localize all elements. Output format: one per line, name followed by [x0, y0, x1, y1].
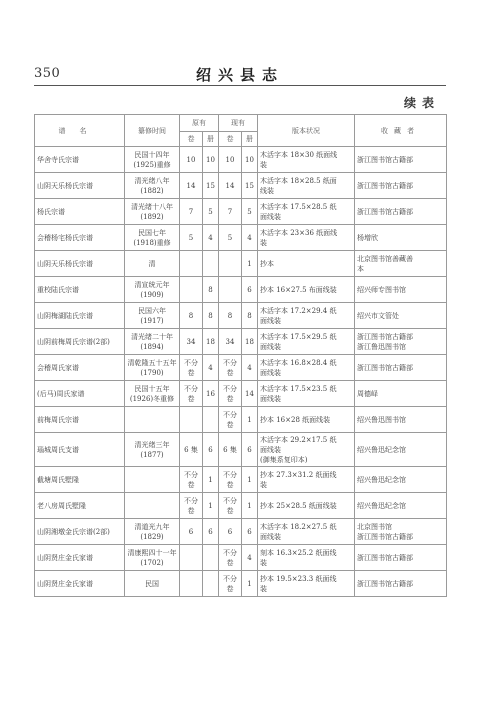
original-juan: 不分卷: [180, 381, 203, 407]
genealogy-name: 杨氏宗谱: [35, 199, 125, 225]
compile-time: [125, 225, 180, 251]
version-status-line: 木活字本 23×36 纸面线: [260, 228, 338, 237]
collector-line: 浙江图书馆古籍部: [357, 553, 413, 562]
compile-time-line: (1925)重修: [133, 160, 171, 169]
version-status-line: 抄本 16×27.5 布面线装: [260, 285, 337, 294]
collector: [355, 199, 447, 225]
page-number: 350: [34, 66, 61, 81]
original-ce: 1: [203, 493, 219, 519]
original-juan: 6 集: [180, 433, 203, 467]
version-status-line: 装: [260, 238, 267, 247]
existing-juan: 不分卷: [219, 407, 242, 433]
genealogy-name: 截塘周氏墅隆: [35, 467, 125, 493]
original-juan: [180, 545, 203, 571]
collector: [355, 173, 447, 199]
version-status: [258, 329, 355, 355]
version-status: [258, 381, 355, 407]
table-row: [35, 303, 447, 329]
table-row: [35, 493, 447, 519]
original-ce: [203, 571, 219, 597]
header-original: 原有: [180, 115, 219, 132]
collector-line: 浙江图书馆古籍部: [357, 579, 413, 588]
genealogy-name: 山阴梅湖陆氏宗谱: [35, 303, 125, 329]
version-status: [258, 199, 355, 225]
version-status: [258, 147, 355, 173]
table-row: [35, 545, 447, 571]
header-version: 版本状况: [258, 115, 355, 147]
original-ce: 10: [203, 147, 219, 173]
version-status: [258, 545, 355, 571]
original-juan: [180, 407, 203, 433]
compile-time: [125, 277, 180, 303]
original-juan: 不分卷: [180, 493, 203, 519]
version-status-line: 木活字本 17.5×28.5 纸: [260, 202, 337, 211]
existing-juan: 8: [219, 303, 242, 329]
original-juan: 不分卷: [180, 467, 203, 493]
existing-ce: 18: [242, 329, 258, 355]
table-row: [35, 199, 447, 225]
version-status: [258, 251, 355, 277]
collector: [355, 251, 447, 277]
header-collector: 收藏者: [355, 115, 447, 147]
existing-ce: 1: [242, 251, 258, 277]
version-status-line: 木活字本 18×28.5 纸面: [260, 176, 337, 185]
original-juan: 34: [180, 329, 203, 355]
version-status: [258, 355, 355, 381]
collector-line: 绍兴师专图书馆: [357, 285, 406, 294]
collector-line: 北京图书馆: [357, 522, 392, 531]
collector: [355, 519, 447, 545]
existing-ce: 1: [242, 493, 258, 519]
version-status-line: 装: [260, 480, 267, 489]
compile-time: [125, 199, 180, 225]
existing-ce: 4: [242, 545, 258, 571]
existing-ce: 10: [242, 147, 258, 173]
existing-ce: 4: [242, 355, 258, 381]
table-row: [35, 277, 447, 303]
collector-line: 绍兴鲁迅纪念馆: [357, 501, 406, 510]
original-ce: 16: [203, 381, 219, 407]
original-juan: [180, 571, 203, 597]
original-ce: 8: [203, 303, 219, 329]
version-status-line: 装: [260, 558, 267, 567]
existing-juan: 14: [219, 173, 242, 199]
original-juan: 8: [180, 303, 203, 329]
header-time: 纂修时间: [125, 115, 180, 147]
compile-time-line: 民国十四年: [134, 150, 170, 159]
compile-time: [125, 251, 180, 277]
compile-time-line: 清乾隆五十五年: [127, 358, 177, 367]
collector-line: 浙江图书馆古籍部: [357, 532, 413, 541]
compile-time-line: 清宣统元年: [134, 280, 170, 289]
version-status: [258, 225, 355, 251]
existing-ce: 8: [242, 303, 258, 329]
collector-line: 浙江图书馆古籍部: [357, 207, 413, 216]
header-original-ce: 册: [203, 132, 219, 147]
original-juan: 10: [180, 147, 203, 173]
version-status-line: 木活字本 17.2×29.4 纸: [260, 306, 337, 315]
original-ce: 15: [203, 173, 219, 199]
existing-ce: 14: [242, 381, 258, 407]
original-ce: 8: [203, 277, 219, 303]
compile-time-line: 清康熙四十一年: [127, 548, 177, 557]
existing-juan: 不分卷: [219, 355, 242, 381]
version-status-line: 抄本 25×28.5 纸面线装: [260, 501, 337, 510]
compile-time-line: 清道光九年: [134, 522, 170, 531]
genealogy-name: 山阴前梅周氏宗谱(2部): [35, 329, 125, 355]
version-status: [258, 433, 355, 467]
version-status: [258, 519, 355, 545]
compile-time-line: 清光绪八年: [134, 176, 170, 185]
compile-time-line: 民国六年: [138, 306, 166, 315]
existing-ce: 6: [242, 433, 258, 467]
existing-ce: 6: [242, 277, 258, 303]
collector: [355, 571, 447, 597]
table-row: [35, 407, 447, 433]
collector: [355, 329, 447, 355]
table-row: [35, 467, 447, 493]
version-status: [258, 571, 355, 597]
version-status-line: 面线装: [260, 368, 281, 377]
genealogy-name: 会稽周氏家谱: [35, 355, 125, 381]
existing-juan: 10: [219, 147, 242, 173]
compile-time: [125, 493, 180, 519]
compile-time-line: (1909): [140, 290, 164, 299]
table-row: [35, 571, 447, 597]
version-status-line: 面线装: [260, 342, 281, 351]
table-row: [35, 251, 447, 277]
version-status-line: 面线装: [260, 212, 281, 221]
collector: [355, 433, 447, 467]
original-juan: 7: [180, 199, 203, 225]
compile-time: [125, 173, 180, 199]
compile-time-line: (1894): [140, 342, 164, 351]
original-juan: 5: [180, 225, 203, 251]
version-status-line: (御集系复印本): [260, 455, 308, 464]
version-status-line: 刻本 16.3×25.2 纸面线: [260, 548, 337, 557]
existing-ce: 1: [242, 407, 258, 433]
genealogy-name: (后马)周氏家谱: [35, 381, 125, 407]
table-row: [35, 173, 447, 199]
version-status-line: 抄本 27.3×31.2 纸面线: [260, 470, 337, 479]
version-status: [258, 277, 355, 303]
compile-time-line: (1882): [140, 186, 164, 195]
original-ce: [203, 545, 219, 571]
existing-juan: 不分卷: [219, 381, 242, 407]
compile-time-line: (1926)冬重修: [129, 394, 175, 403]
version-status-line: 面线装: [260, 394, 281, 403]
collector-line: 绍兴鲁迅纪念馆: [357, 475, 406, 484]
collector-line: 周德峄: [357, 389, 378, 398]
original-juan: 不分卷: [180, 355, 203, 381]
continued-label: 续表: [403, 96, 440, 110]
version-status-line: 抄本 16×28 纸面线装: [260, 415, 331, 424]
version-status-line: 木活字本 16.8×28.4 纸: [260, 358, 337, 367]
compile-time-line: (1918)重修: [133, 238, 171, 247]
table-row: [35, 381, 447, 407]
compile-time: [125, 355, 180, 381]
existing-ce: 4: [242, 225, 258, 251]
genealogy-name: 山阴天乐杨氏宗谱: [35, 251, 125, 277]
genealogy-name: 山阴贤庄金氏家谱: [35, 545, 125, 571]
compile-time-line: (1877): [140, 450, 164, 459]
table-row: [35, 433, 447, 467]
collector-line: 绍兴鲁迅图书馆: [357, 415, 406, 424]
original-ce: [203, 251, 219, 277]
collector-line: 北京图书馆善藏善: [357, 254, 413, 263]
compile-time-line: (1917): [140, 316, 164, 325]
version-status-line: 面线装: [260, 316, 281, 325]
version-status-line: 装: [260, 584, 267, 593]
collector-line: 绍兴鲁迅纪念馆: [357, 445, 406, 454]
version-status-line: 木活字本 29.2×17.5 纸: [260, 435, 337, 444]
collector: [355, 493, 447, 519]
original-ce: 4: [203, 225, 219, 251]
compile-time-line: 清光绪二十年: [131, 332, 173, 341]
table-row: [35, 329, 447, 355]
collector: [355, 225, 447, 251]
genealogy-name: 会稽杨宅杨氏宗谱: [35, 225, 125, 251]
genealogy-name: 山阴贤庄金氏家谱: [35, 571, 125, 597]
genealogy-name: 华舍寺氏宗谱: [35, 147, 125, 173]
compile-time-line: (1790): [140, 368, 164, 377]
compile-time: [125, 329, 180, 355]
original-juan: 14: [180, 173, 203, 199]
existing-ce: 15: [242, 173, 258, 199]
header-existing: 现有: [219, 115, 258, 132]
header-existing-ce: 册: [242, 132, 258, 147]
existing-juan: 不分卷: [219, 545, 242, 571]
original-ce: 18: [203, 329, 219, 355]
existing-juan: [219, 251, 242, 277]
existing-juan: 5: [219, 225, 242, 251]
collector-line: 浙江图书馆古籍部: [357, 363, 413, 372]
existing-ce: 6: [242, 519, 258, 545]
compile-time: [125, 545, 180, 571]
existing-juan: 不分卷: [219, 467, 242, 493]
existing-juan: [219, 277, 242, 303]
genealogy-name: 瑙城周氏支谱: [35, 433, 125, 467]
existing-juan: 不分卷: [219, 493, 242, 519]
version-status-line: 木活字本 18×30 纸面线: [260, 150, 338, 159]
existing-juan: 6: [219, 519, 242, 545]
existing-juan: 不分卷: [219, 571, 242, 597]
genealogy-table: [34, 114, 447, 597]
existing-juan: 34: [219, 329, 242, 355]
version-status: [258, 173, 355, 199]
header-rule: [34, 85, 446, 86]
table-body: [35, 147, 447, 597]
original-ce: 4: [203, 355, 219, 381]
version-status: [258, 303, 355, 329]
original-ce: 1: [203, 467, 219, 493]
existing-ce: 1: [242, 467, 258, 493]
collector-line: 浙江图书馆古籍部: [357, 155, 413, 164]
collector: [355, 355, 447, 381]
compile-time: [125, 381, 180, 407]
collector: [355, 277, 447, 303]
original-ce: 5: [203, 199, 219, 225]
version-status-line: 木活字本 17.5×23.5 纸: [260, 384, 337, 393]
collector-line: 本: [357, 264, 364, 273]
original-ce: [203, 407, 219, 433]
compile-time-line: 民国: [145, 579, 159, 588]
original-ce: 6: [203, 433, 219, 467]
existing-juan: 6 集: [219, 433, 242, 467]
original-ce: 6: [203, 519, 219, 545]
genealogy-name: 山阴天乐杨氏宗谱: [35, 173, 125, 199]
compile-time: [125, 407, 180, 433]
compile-time-line: (1892): [140, 212, 164, 221]
version-status: [258, 407, 355, 433]
existing-ce: 5: [242, 199, 258, 225]
version-status-line: 线装: [260, 186, 274, 195]
version-status-line: 面线装: [260, 445, 281, 454]
collector: [355, 303, 447, 329]
compile-time: [125, 433, 180, 467]
collector-line: 浙江鲁迅图书馆: [357, 342, 406, 351]
collector-line: 杨增欣: [357, 233, 378, 242]
genealogy-name: 老八房周氏墅隆: [35, 493, 125, 519]
existing-ce: 1: [242, 571, 258, 597]
version-status-line: 抄本 19.5×23.3 纸面线: [260, 574, 337, 583]
table-row: [35, 225, 447, 251]
compile-time: [125, 571, 180, 597]
genealogy-name: 前梅周氏宗谱: [35, 407, 125, 433]
compile-time-line: (1829): [140, 532, 164, 541]
compile-time-line: 清: [148, 259, 156, 268]
compile-time: [125, 519, 180, 545]
version-status-line: 面线装: [260, 532, 281, 541]
version-status: [258, 467, 355, 493]
collector: [355, 467, 447, 493]
collector: [355, 407, 447, 433]
version-status: [258, 493, 355, 519]
collector-line: 浙江图书馆古籍部: [357, 332, 413, 341]
collector: [355, 545, 447, 571]
compile-time: [125, 147, 180, 173]
original-juan: [180, 251, 203, 277]
collector: [355, 381, 447, 407]
header-original-juan: 卷: [180, 132, 203, 147]
version-status-line: 木活字本 18.2×27.5 纸: [260, 522, 337, 531]
original-juan: 6: [180, 519, 203, 545]
collector-line: 浙江图书馆古籍部: [357, 181, 413, 190]
table-row: [35, 147, 447, 173]
compile-time-line: 清光绪三年: [134, 440, 170, 449]
table-row: [35, 355, 447, 381]
collector: [355, 147, 447, 173]
original-juan: [180, 277, 203, 303]
version-status-line: 木活字本 17.5×29.5 纸: [260, 332, 337, 341]
compile-time-line: 民国七年: [138, 228, 166, 237]
compile-time-line: 清光绪十八年: [131, 202, 173, 211]
existing-juan: 7: [219, 199, 242, 225]
genealogy-name: 山阴湘墩金氏宗谱(2部): [35, 519, 125, 545]
compile-time-line: 民国十五年: [134, 384, 170, 393]
collector-line: 绍兴市文管处: [357, 311, 399, 320]
page-title: 绍兴县志: [195, 66, 284, 84]
compile-time-line: (1702): [140, 558, 164, 567]
compile-time: [125, 303, 180, 329]
compile-time: [125, 467, 180, 493]
header-name: 谱名: [35, 115, 125, 147]
version-status-line: 装: [260, 160, 267, 169]
version-status-line: 抄本: [260, 259, 274, 268]
genealogy-name: 重校陆氏宗谱: [35, 277, 125, 303]
table-row: [35, 519, 447, 545]
header-existing-juan: 卷: [219, 132, 242, 147]
